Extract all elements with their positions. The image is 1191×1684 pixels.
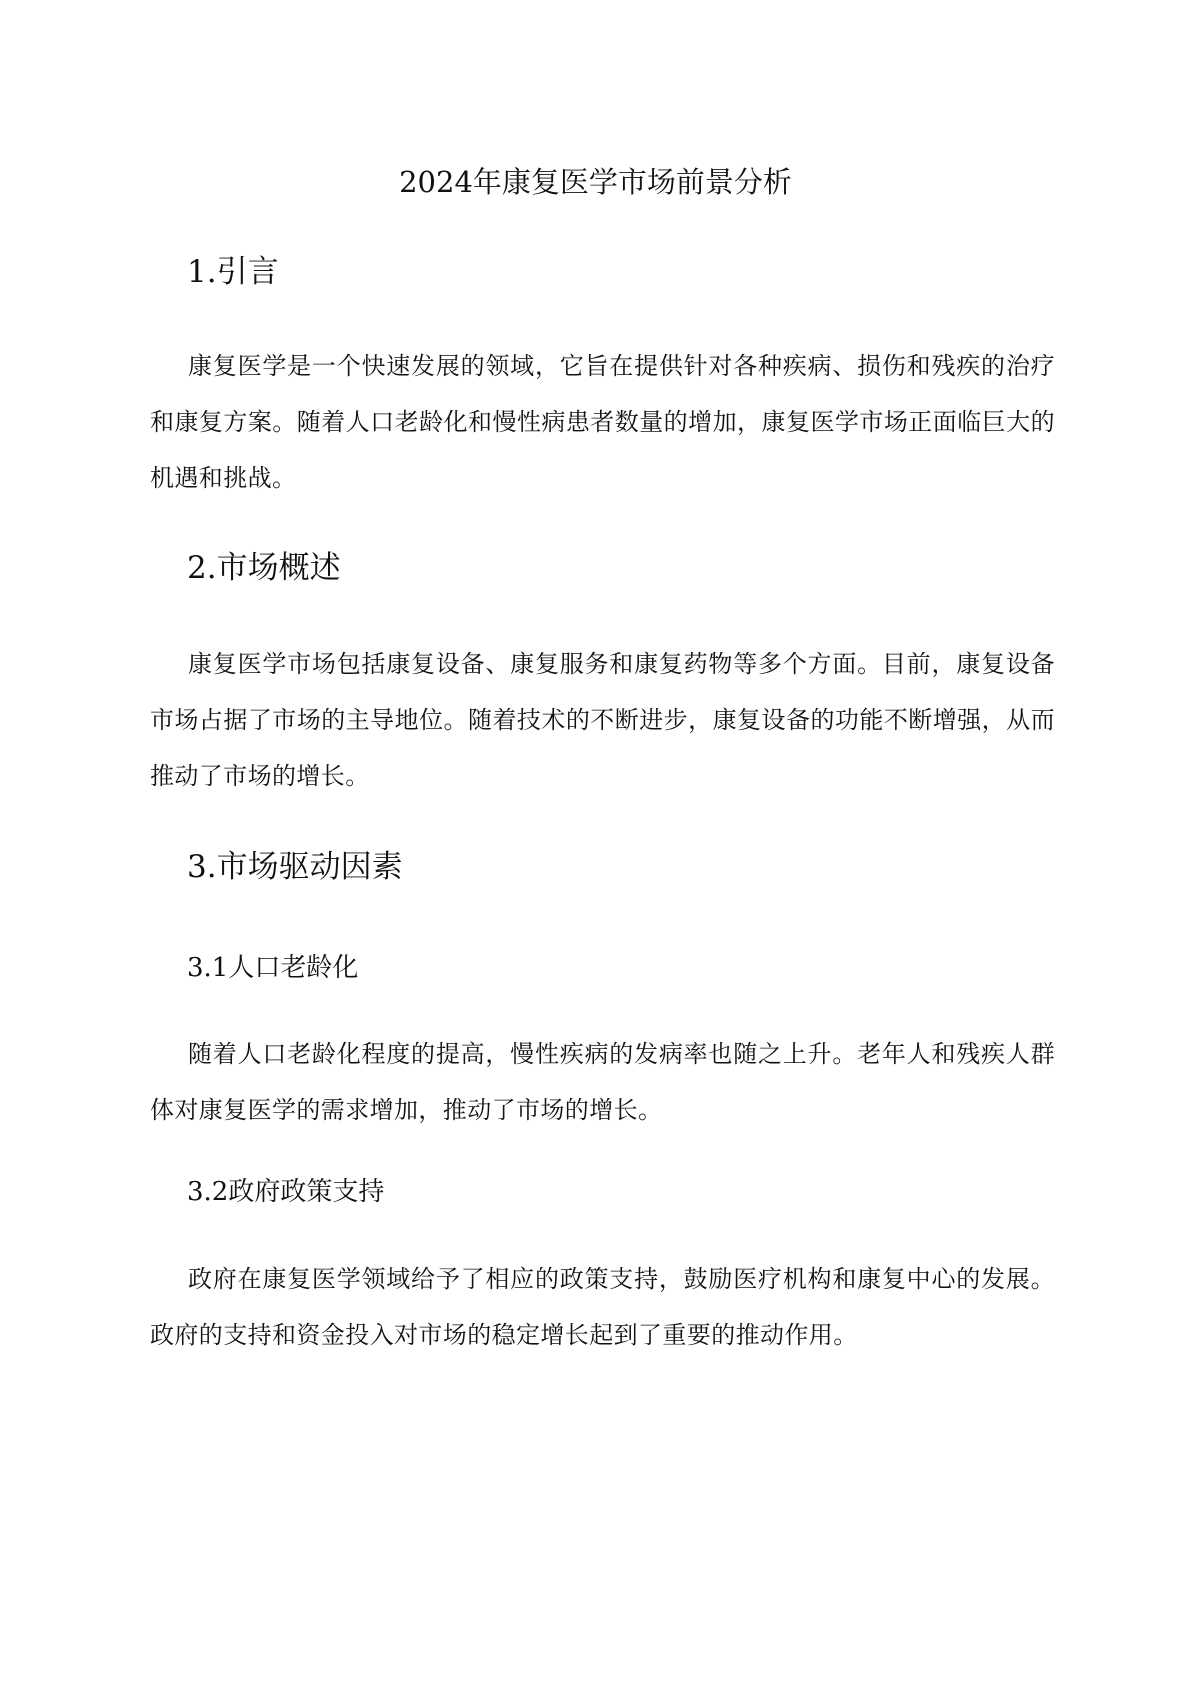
subsection-heading-policy-support: 3.2政府政策支持 — [187, 1177, 385, 1207]
document-title: 2024年康复医学市场前景分析 — [399, 165, 792, 199]
section-heading-market-drivers: 3.市场驱动因素 — [187, 849, 403, 885]
section-paragraph-market-overview: 康复医学市场包括康复设备、康复服务和康复药物等多个方面。目前，康复设备市场占据了市场的主导地位。随着技术的不断进步，康复设备的功能不断增强，从而推动了市场的增长。 — [150, 650, 1055, 790]
section-heading-market-overview: 2.市场概述 — [187, 550, 341, 586]
subsection-heading-aging: 3.1人口老龄化 — [187, 953, 359, 983]
section-heading-introduction: 1.引言 — [187, 254, 279, 290]
section-paragraph-introduction: 康复医学是一个快速发展的领域，它旨在提供针对各种疾病、损伤和残疾的治疗和康复方案。随着人口老龄化和慢性病患者数量的增加，康复医学市场正面临巨大的机遇和挑战。 — [150, 352, 1055, 492]
subsection-paragraph-aging: 随着人口老龄化程度的提高，慢性疾病的发病率也随之上升。老年人和残疾人群体对康复医学的需求增加，推动了市场的增长。 — [150, 1040, 1055, 1124]
subsection-paragraph-policy-support: 政府在康复医学领域给予了相应的政策支持，鼓励医疗机构和康复中心的发展。政府的支持和资金投入对市场的稳定增长起到了重要的推动作用。 — [150, 1265, 1055, 1349]
